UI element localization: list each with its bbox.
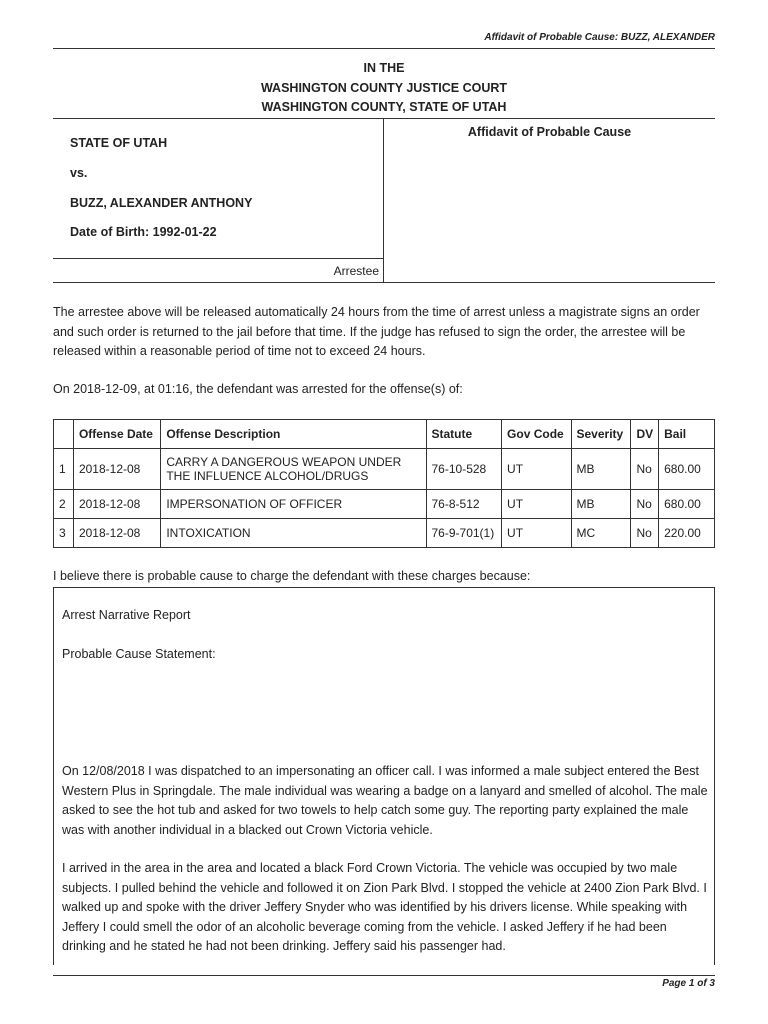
offense-description: CARRY A DANGEROUS WEAPON UNDER THE INFLUENCE ALCOHOL/DRUGS xyxy=(161,449,426,490)
col-header-bail: Bail xyxy=(659,420,715,449)
running-header: Affidavit of Probable Cause: BUZZ, ALEXANDER xyxy=(484,32,715,43)
offense-bail: 680.00 xyxy=(659,490,715,519)
col-header-gov-code: Gov Code xyxy=(502,420,571,449)
offense-bail: 220.00 xyxy=(659,519,715,548)
col-header-number xyxy=(54,420,74,449)
offense-gov-code: UT xyxy=(502,490,571,519)
versus-label: vs. xyxy=(70,166,88,180)
date-of-birth: Date of Birth: 1992-01-22 xyxy=(70,225,217,239)
offense-number: 2 xyxy=(54,490,74,519)
defendant-name: BUZZ, ALEXANDER ANTHONY xyxy=(70,196,253,210)
col-header-offense-date: Offense Date xyxy=(73,420,160,449)
col-header-statute: Statute xyxy=(426,420,502,449)
arrestee-rule xyxy=(53,258,383,259)
header-rule xyxy=(53,48,715,49)
offense-description: IMPERSONATION OF OFFICER xyxy=(161,490,426,519)
court-line-3: WASHINGTON COUNTY, STATE OF UTAH xyxy=(261,100,507,114)
offense-number: 1 xyxy=(54,449,74,490)
narrative-paragraph-1: On 12/08/2018 I was dispatched to an impersonating an officer call. I was informed a male subject entered the Best Western Plus in Springdale. The male individual was wearing a badge on a lanyard and smelled of alcohol. The male asked to see the hot tub and asked for two towels to help catch some guy. The reporting party explained the male was with another individual in a blacked out Crown Victoria vehicle. xyxy=(62,764,708,837)
offense-gov-code: UT xyxy=(502,449,571,490)
page-number: Page 1 of 3 xyxy=(662,978,715,989)
offense-severity: MB xyxy=(571,449,631,490)
narrative-heading: Arrest Narrative Report xyxy=(62,608,191,622)
plaintiff-name: STATE OF UTAH xyxy=(70,136,168,150)
col-header-offense-description: Offense Description xyxy=(161,420,426,449)
probable-cause-heading: Probable Cause Statement: xyxy=(62,647,216,661)
offense-statute: 76-10-528 xyxy=(426,449,502,490)
offense-date: 2018-12-08 xyxy=(73,490,160,519)
offense-description: INTOXICATION xyxy=(161,519,426,548)
caption-bottom-rule xyxy=(53,282,715,283)
arrest-statement: On 2018-12-09, at 01:16, the defendant was arrested for the offense(s) of: xyxy=(53,382,463,396)
court-line-1: IN THE xyxy=(363,61,405,75)
col-header-dv: DV xyxy=(631,420,659,449)
offense-number: 3 xyxy=(54,519,74,548)
offense-statute: 76-8-512 xyxy=(426,490,502,519)
caption-top-rule xyxy=(53,118,715,119)
offense-date: 2018-12-08 xyxy=(73,519,160,548)
table-row xyxy=(54,490,715,519)
offense-gov-code: UT xyxy=(502,519,571,548)
table-row xyxy=(54,519,715,548)
document-title: Affidavit of Probable Cause xyxy=(467,125,632,139)
release-notice: The arrestee above will be released automatically 24 hours from the time of arrest unless a magistrate signs an order and such order is returned to the jail before that time. If the judge has refused to sign the order, the arrestee will be released within a reasonable period of time not to exceed 24 hours. xyxy=(53,305,700,358)
offense-severity: MB xyxy=(571,490,631,519)
offense-dv: No xyxy=(631,519,659,548)
probable-cause-intro: I believe there is probable cause to charge the defendant with these charges because: xyxy=(53,569,531,583)
table-row xyxy=(54,449,715,490)
narrative-paragraph-2: I arrived in the area in the area and located a black Ford Crown Victoria. The vehicle was occupied by two male subjects. I pulled behind the vehicle and followed it on Zion Park Blvd. I stopped the vehicle at 2400 Zion Park Blvd. I walked up and spoke with the driver Jeffery Snyder who was identified by his drivers license. While speaking with Jeffery I could smell the odor of an alcoholic beverage coming from the vehicle. I asked Jeffery if he had been drinking and he stated he had not been drinking. Jeffery said his passenger had. xyxy=(62,861,707,953)
col-header-severity: Severity xyxy=(571,420,631,449)
offense-bail: 680.00 xyxy=(659,449,715,490)
offense-dv: No xyxy=(631,449,659,490)
offense-date: 2018-12-08 xyxy=(73,449,160,490)
court-line-2: WASHINGTON COUNTY JUSTICE COURT xyxy=(260,81,508,95)
arrestee-label: Arrestee xyxy=(333,264,379,278)
offense-dv: No xyxy=(631,490,659,519)
offense-table xyxy=(53,419,715,548)
narrative-box xyxy=(53,587,715,965)
caption-divider xyxy=(383,118,384,282)
offense-header-row xyxy=(54,420,715,449)
offense-severity: MC xyxy=(571,519,631,548)
offense-statute: 76-9-701(1) xyxy=(426,519,502,548)
footer-rule xyxy=(53,975,715,976)
